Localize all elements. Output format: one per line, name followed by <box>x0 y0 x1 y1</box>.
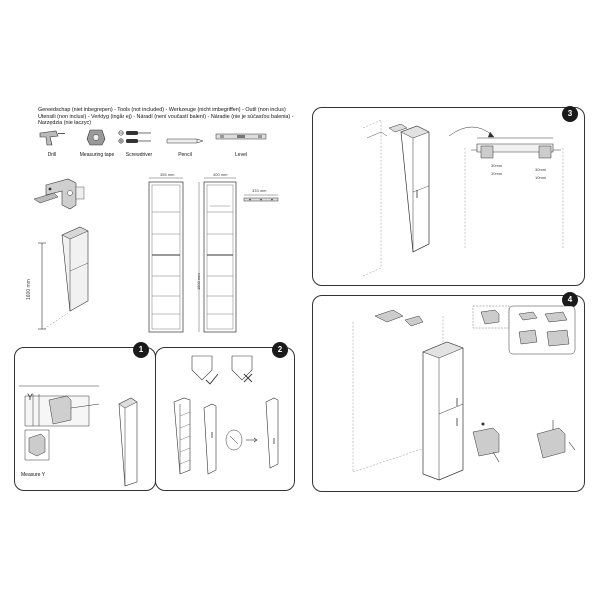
step-1-panel <box>14 347 156 491</box>
rail-diagram <box>242 194 282 204</box>
gap-b-label: 10mm <box>491 171 503 176</box>
screwdriver-icon <box>117 127 161 147</box>
measuring-tape-icon <box>78 127 116 147</box>
header-line-2: Utensili (non inclusi) - Verktyg (ingår ej) - Náradí (není vouĉastí balení) - Náradie (nie je súčasťou balenia) - <box>38 113 294 120</box>
step-4-badge: 4 <box>562 292 578 308</box>
step-1-y-label: Y <box>27 392 34 402</box>
header-line-3: Narzędzia (nie łaczyc) <box>38 120 92 126</box>
step-3-diagram <box>353 118 593 278</box>
tool-pencil <box>163 127 207 158</box>
step-1-badge: 1 <box>133 342 149 358</box>
tool-label-measuring-tape: Measuring tape <box>79 152 115 158</box>
bracket-icon <box>30 177 90 217</box>
step-2-diagram <box>170 398 290 482</box>
total-height-label: 1800 mm <box>196 273 201 290</box>
step-2-badge: 2 <box>272 342 288 358</box>
height-label: 1600 mm <box>26 279 32 300</box>
step-1-caption: Measure Y <box>21 472 46 478</box>
step-4-panel <box>312 295 585 492</box>
tool-label-level: Level <box>235 152 247 158</box>
step-3-panel <box>312 107 585 286</box>
step-1-diagram <box>19 386 149 486</box>
tool-label-pencil: Pencil <box>178 152 192 158</box>
step-4-diagram <box>323 302 583 487</box>
pencil-icon <box>163 127 207 147</box>
level-icon <box>214 127 268 147</box>
header-line-1: Gereedschap (niet inbegrepen) - Tools (not included) - Werkzeuge (nicht imbegriffen) - Outil (non inclus) <box>38 107 286 113</box>
drill-icon <box>38 127 66 147</box>
cabinet-front-view <box>146 176 196 336</box>
tool-level <box>214 127 268 158</box>
tool-label-screwdriver: Screwdriver <box>125 152 153 158</box>
rail-width-label: 333 mm <box>252 188 267 193</box>
gap-a-label: 30mm <box>491 163 503 168</box>
width-front-label: 355 mm <box>160 172 175 177</box>
door-hinge-options <box>184 352 284 388</box>
tool-measuring-tape <box>78 127 116 158</box>
tool-drill <box>38 127 66 158</box>
gap-d-label: 10mm <box>535 175 547 180</box>
step-3-badge: 3 <box>562 106 578 122</box>
cabinet-height-diagram <box>28 225 98 335</box>
tools-header <box>38 107 294 127</box>
tool-screwdriver <box>117 127 161 158</box>
width-side-label: 400 mm <box>213 172 228 177</box>
gap-c-label: 30mm <box>535 167 547 172</box>
step-2-panel <box>155 347 295 491</box>
cabinet-side-view <box>196 176 246 336</box>
tool-label-drill: Drill <box>47 152 57 158</box>
